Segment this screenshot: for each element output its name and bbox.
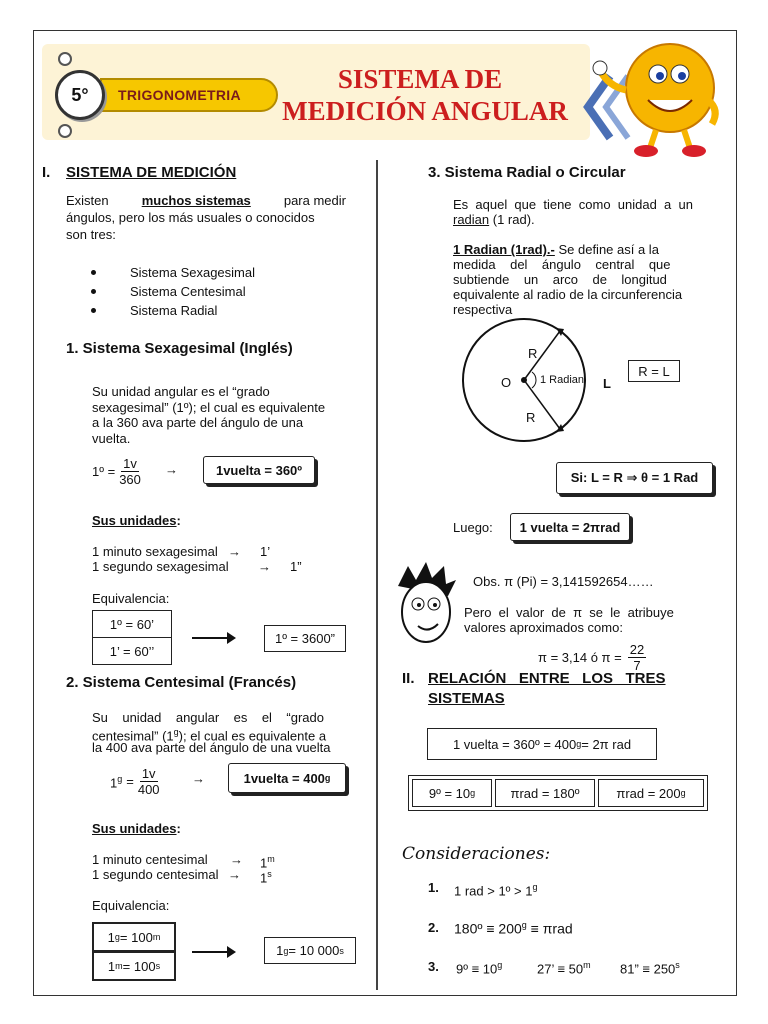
smiley-mascot-icon [590, 30, 730, 160]
radial-text: Es aquel que tiene como unidad a un [453, 197, 693, 212]
arrow-icon: → [228, 544, 241, 559]
bullet-dot [91, 270, 96, 275]
intro-line3: son tres: [66, 227, 116, 242]
consideration-number: 2. [428, 920, 439, 935]
radian-definition: medida del ángulo central que [453, 257, 671, 272]
intro-line2: ángulos, pero los más usuales o conocidos [66, 210, 315, 225]
sexa-unit-minute: 1 minuto sexagesimal [92, 544, 218, 559]
sexa-equiv-cell: 1’ = 60’’ [92, 637, 172, 665]
radian-definition: subtiende un arco de longitud [453, 272, 667, 287]
arrow-icon [192, 637, 234, 639]
bullet-dot [91, 289, 96, 294]
cent-text: centesimal” (1$^g$); el cual es equivalente a [92, 727, 327, 744]
center-label: O [501, 375, 512, 390]
arrow-icon: → [192, 771, 205, 786]
pi-approx-text: valores aproximados como: [464, 620, 623, 635]
cent-unit-minute-value: 1$^m$ [260, 854, 275, 871]
sexa-text: sexagesimal” (1º); el cual es equivalente [92, 400, 326, 415]
angle-label: 1 Radian [540, 374, 585, 386]
consideration-3a: 9º ≡ $10^g$ [456, 960, 503, 977]
sexa-equiv-result: 1º = 3600” [264, 625, 346, 652]
arrow-icon: → [165, 462, 178, 477]
pi-approx-values: π = 3,14 ó π = $\frac{22}{7}$ [538, 642, 645, 673]
centesimal-title: 2. Sistema Centesimal (Francés) [66, 674, 297, 691]
cent-text: la 400 ava parte del ángulo de una vuelta [92, 740, 331, 755]
section2-number: II. [402, 670, 415, 687]
cent-equiv-cell: 1 m = 100 s [92, 951, 176, 981]
sexa-unit-minute-value: 1’ [260, 544, 271, 559]
relations-cell: πrad = 200 g [598, 779, 704, 807]
sexa-text: Su unidad angular es el “grado [92, 384, 270, 399]
arrow-icon: → [228, 867, 241, 882]
arrow-icon: → [230, 852, 243, 867]
luego-label: Luego: [453, 520, 493, 535]
sexa-text: a la 360 ava parte del ángulo de una [92, 415, 304, 430]
subject-label: TRIGONOMETRIA [100, 78, 278, 112]
consideration-number: 1. [428, 880, 439, 895]
cent-equiv-result: 1 g = 10 000 s [264, 937, 356, 964]
relations-table [408, 775, 708, 811]
section2-title: SISTEMAS [428, 690, 505, 707]
consideration-2: 180º ≡ $200^g \equiv \pi rad$ [454, 920, 573, 937]
sexa-unit-second: 1 segundo sexagesimal [92, 559, 229, 574]
vuelta-radian-box: 1 vuelta = 2πrad [510, 513, 630, 541]
sexa-unit-second-value: 1” [290, 559, 302, 574]
section1-title: SISTEMA DE MEDICIÓN [66, 164, 237, 181]
radial-title: 3. Sistema Radial o Circular [428, 164, 626, 181]
column-divider [376, 160, 378, 990]
section2-title: RELACIÓN ENTRE LOS TRES [428, 670, 666, 687]
arc-label: L [603, 376, 611, 391]
cent-equiv-cell: 1 g = 100 m [92, 922, 176, 952]
sexa-equiv-cell: 1º = 60’ [92, 610, 172, 638]
sexa-equiv-label: Equivalencia: [92, 591, 170, 606]
radius-label: R [528, 346, 538, 361]
grade-badge: 5° [55, 70, 105, 120]
cent-text: Su unidad angular es el “grado [92, 710, 324, 725]
cent-result-box: 1vuelta = 400 g [228, 763, 346, 793]
radian-definition: respectiva [453, 302, 513, 317]
bullet-dot [91, 308, 96, 313]
page-title-line1: SISTEMA DE [337, 64, 503, 94]
radius-label: R [526, 410, 536, 425]
r-equals-l-box: R = L [628, 360, 680, 382]
radian-condition-box: Si: L = R ⇒ θ = 1 Rad [556, 462, 713, 494]
cent-equiv-label: Equivalencia: [92, 898, 170, 913]
consideration-number: 3. [428, 959, 439, 974]
cent-unit-second-value: 1$^s$ [260, 869, 272, 886]
arrow-icon: → [258, 559, 271, 574]
radial-text: radian (1 rad). [453, 212, 535, 227]
consideration-3c: 81” ≡ $250^s$ [620, 960, 680, 977]
bullet-item: Sistema Centesimal [130, 284, 246, 299]
bullet-item: Sistema Radial [130, 303, 218, 318]
bullet-item: Sistema Sexagesimal [130, 265, 255, 280]
pi-observation: Obs. π (Pi) = 3,141592654…… [473, 574, 654, 589]
sexagesimal-title: 1. Sistema Sexagesimal (Inglés) [66, 340, 293, 357]
sexa-units-label: Sus unidades: [92, 513, 181, 528]
thinking-face-icon [392, 562, 458, 648]
consideration-1: 1 rad > 1º > $1^g$ [454, 882, 538, 899]
relations-cell: 9º = 10 g [412, 779, 492, 807]
sexa-text: vuelta. [92, 431, 131, 446]
relation-box: 1 vuelta = 360º = 400 g = 2π rad [427, 728, 657, 760]
sexa-formula: 1º = $\frac{1v}{360}$ [92, 456, 141, 487]
cent-formula: 1$^g$ = $\frac{1v}{400}$ [110, 766, 160, 797]
intro-line1: Existen muchos sistemas para medir [66, 193, 346, 208]
radian-definition: 1 Radian (1rad).- Se define así a la [453, 242, 659, 257]
page-title-line2: MEDICIÓN ANGULAR [282, 96, 568, 126]
cent-units-label: Sus unidades: [92, 821, 181, 836]
section1-number: I. [42, 164, 51, 181]
pi-approx-text: Pero el valor de π se le atribuye [464, 605, 674, 620]
sexa-result-box: 1vuelta = 360º [203, 456, 315, 484]
arrow-icon [192, 951, 234, 953]
cent-unit-second: 1 segundo centesimal [92, 867, 219, 882]
considerations-title: Consideraciones: [402, 844, 551, 864]
cent-unit-minute: 1 minuto centesimal [92, 852, 208, 867]
radian-definition: equivalente al radio de la circunferencia [453, 287, 683, 302]
relations-cell: πrad = 180º [495, 779, 595, 807]
consideration-3b: 27’ ≡ $50^m$ [537, 960, 591, 977]
